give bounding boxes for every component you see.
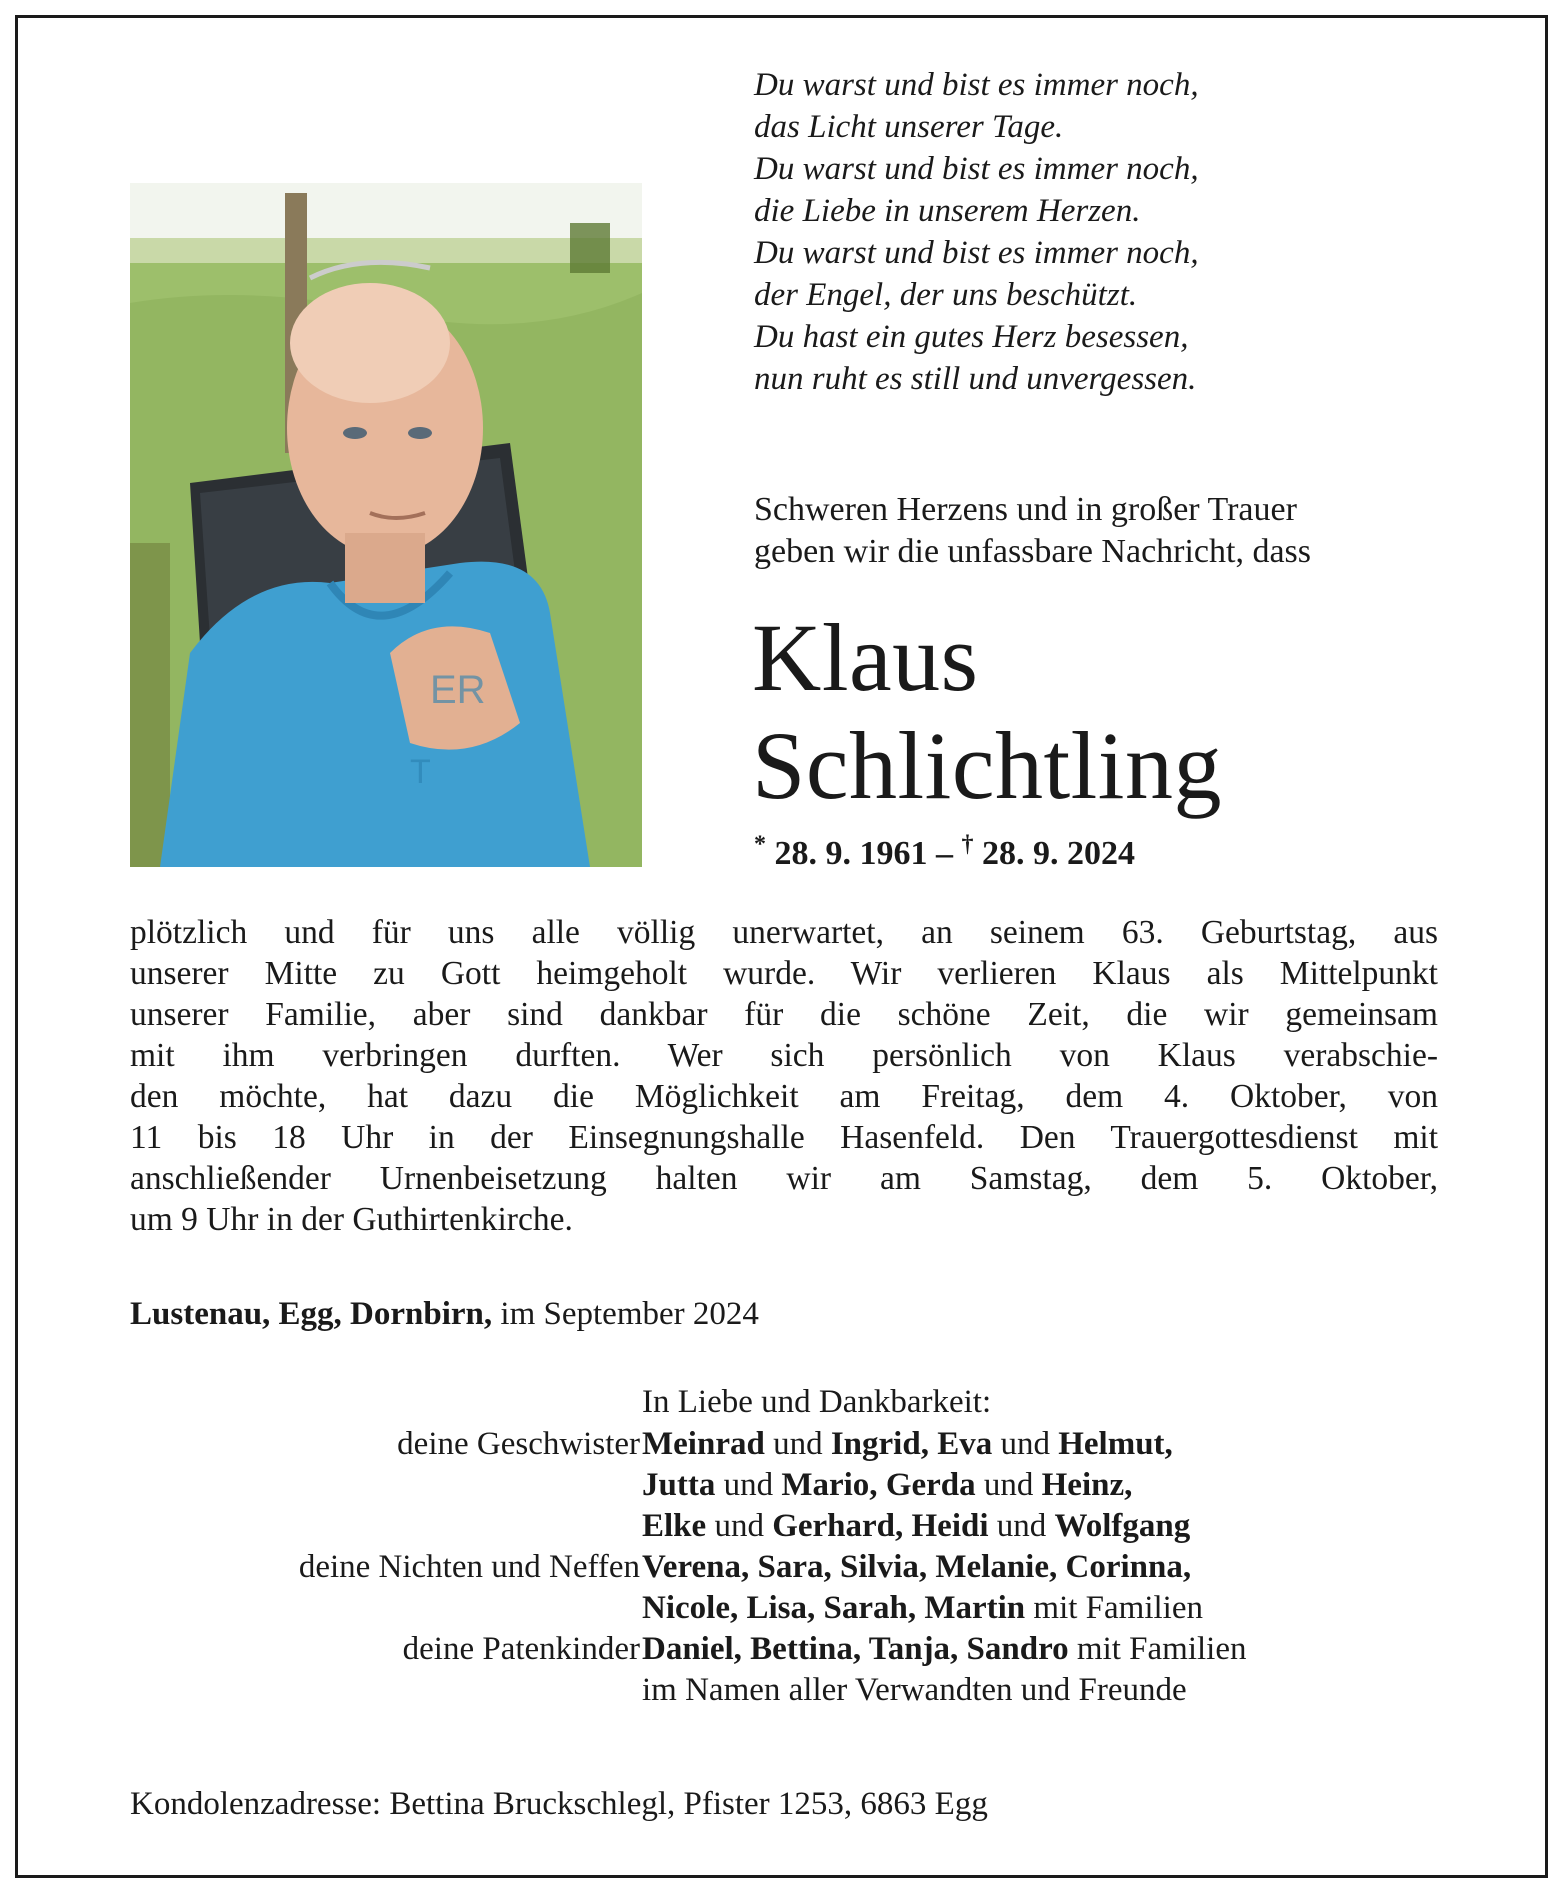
godchildren-line: [642, 1629, 1247, 1670]
death-date: 28. 9. 2024: [982, 835, 1135, 872]
date-separator: –: [927, 835, 962, 872]
body-line: den möchte, hat dazu die Möglichkeit am Freitag, dem 4. Oktober, von: [130, 1078, 1438, 1115]
last-name: Schlichtling: [752, 712, 1222, 819]
connector: und: [715, 1467, 782, 1503]
svg-text:T: T: [410, 753, 431, 791]
sibling-name: Gerda: [885, 1467, 976, 1503]
sibling-name: Elke: [642, 1508, 707, 1544]
sibling-name: Ingrid,: [830, 1426, 929, 1462]
connector: und: [975, 1467, 1042, 1503]
place-and-date: [130, 1294, 759, 1334]
life-dates: [754, 831, 1135, 874]
body-line: unserer Familie, aber sind dankbar für die schöne Zeit, die wir gemeinsam: [130, 996, 1438, 1033]
month-date: im September 2024: [492, 1296, 759, 1332]
nephew-names: Nicole, Lisa, Sarah, Martin: [642, 1590, 1026, 1626]
poem: [754, 64, 1199, 400]
relatives-list: [0, 1424, 1567, 1724]
poem-line: Du warst und bist es immer noch,: [754, 235, 1199, 271]
spacer: [903, 1508, 911, 1544]
nephews-line-1: [642, 1547, 1191, 1588]
announcement-intro: [754, 489, 1311, 573]
godchildren-label: deine Patenkinder: [402, 1631, 640, 1667]
body-line: um 9 Uhr in der Guthirtenkirche.: [130, 1201, 573, 1238]
intro-line: Schweren Herzens und in großer Trauer: [754, 491, 1297, 528]
sibling-name: Wolfgang: [1054, 1508, 1191, 1544]
spacer: [878, 1467, 886, 1503]
nephews-label: deine Nichten und Neffen: [298, 1549, 640, 1585]
sibling-name: Heinz,: [1041, 1467, 1133, 1503]
connector: und: [764, 1426, 831, 1462]
deceased-name: [752, 604, 1222, 820]
siblings-line-3: [642, 1506, 1190, 1547]
death-symbol: †: [961, 831, 974, 858]
body-line: mit ihm verbringen durften. Wer sich persönlich von Klaus verabschie-: [130, 1037, 1438, 1074]
condolence-address: Kondolenzadresse: Bettina Bruckschlegl, Pfister 1253, 6863 Egg: [130, 1786, 988, 1822]
siblings-label: deine Geschwister: [397, 1426, 640, 1462]
portrait-photo: [130, 183, 642, 867]
poem-line: Du warst und bist es immer noch,: [754, 151, 1199, 187]
announcement-body: [130, 912, 1438, 1240]
closing-line: im Namen aller Verwandten und Freunde: [642, 1672, 1187, 1708]
birth-date: 28. 9. 1961: [774, 835, 928, 872]
svg-text:ER: ER: [430, 668, 486, 712]
first-name: Klaus: [752, 604, 979, 711]
poem-line: der Engel, der uns beschützt.: [754, 277, 1138, 313]
poem-line: Du warst und bist es immer noch,: [754, 67, 1199, 103]
siblings-line-1: [642, 1424, 1173, 1465]
poem-line: die Liebe in unserem Herzen.: [754, 193, 1141, 229]
body-line: unserer Mitte zu Gott heimgeholt wurde. Wir verlieren Klaus als Mittelpunkt: [130, 955, 1438, 992]
intro-line: geben wir die unfassbare Nachricht, dass: [754, 533, 1312, 570]
body-line: 11 bis 18 Uhr in der Einsegnungshalle Hasenfeld. Den Trauergottesdienst mit: [130, 1119, 1438, 1156]
poem-line: das Licht unserer Tage.: [754, 109, 1064, 145]
poem-line: nun ruht es still und unvergessen.: [754, 361, 1197, 397]
sibling-name: Gerhard,: [772, 1508, 904, 1544]
with-families: mit Familien: [1025, 1590, 1203, 1626]
portrait-illustration: [130, 183, 642, 867]
thanks-line: In Liebe und Dankbarkeit:: [642, 1384, 992, 1420]
connector: und: [988, 1508, 1055, 1544]
sibling-name: Eva: [937, 1426, 993, 1462]
connector: und: [706, 1508, 773, 1544]
with-families: mit Familien: [1068, 1631, 1247, 1667]
sibling-name: Mario,: [781, 1467, 878, 1503]
birth-symbol: *: [754, 831, 766, 858]
nephews-line-2: [642, 1588, 1203, 1629]
sibling-name: Jutta: [642, 1467, 716, 1503]
connector: und: [992, 1426, 1059, 1462]
siblings-line-2: [642, 1465, 1132, 1506]
godchildren-names: Daniel, Bettina, Tanja, Sandro: [642, 1631, 1069, 1667]
nephew-names: Verena, Sara, Silvia, Melanie, Corinna,: [642, 1549, 1192, 1585]
towns: Lustenau, Egg, Dornbirn,: [130, 1296, 493, 1332]
sibling-name: Heidi: [911, 1508, 989, 1544]
sibling-name: Meinrad: [642, 1426, 765, 1462]
spacer: [929, 1426, 937, 1462]
body-line: anschließender Urnenbeisetzung halten wir am Samstag, dem 5. Oktober,: [130, 1160, 1438, 1197]
poem-line: Du hast ein gutes Herz besessen,: [754, 319, 1189, 355]
body-line: plötzlich und für uns alle völlig unerwartet, an seinem 63. Geburtstag, aus: [130, 914, 1438, 951]
sibling-name: Helmut,: [1058, 1426, 1173, 1462]
